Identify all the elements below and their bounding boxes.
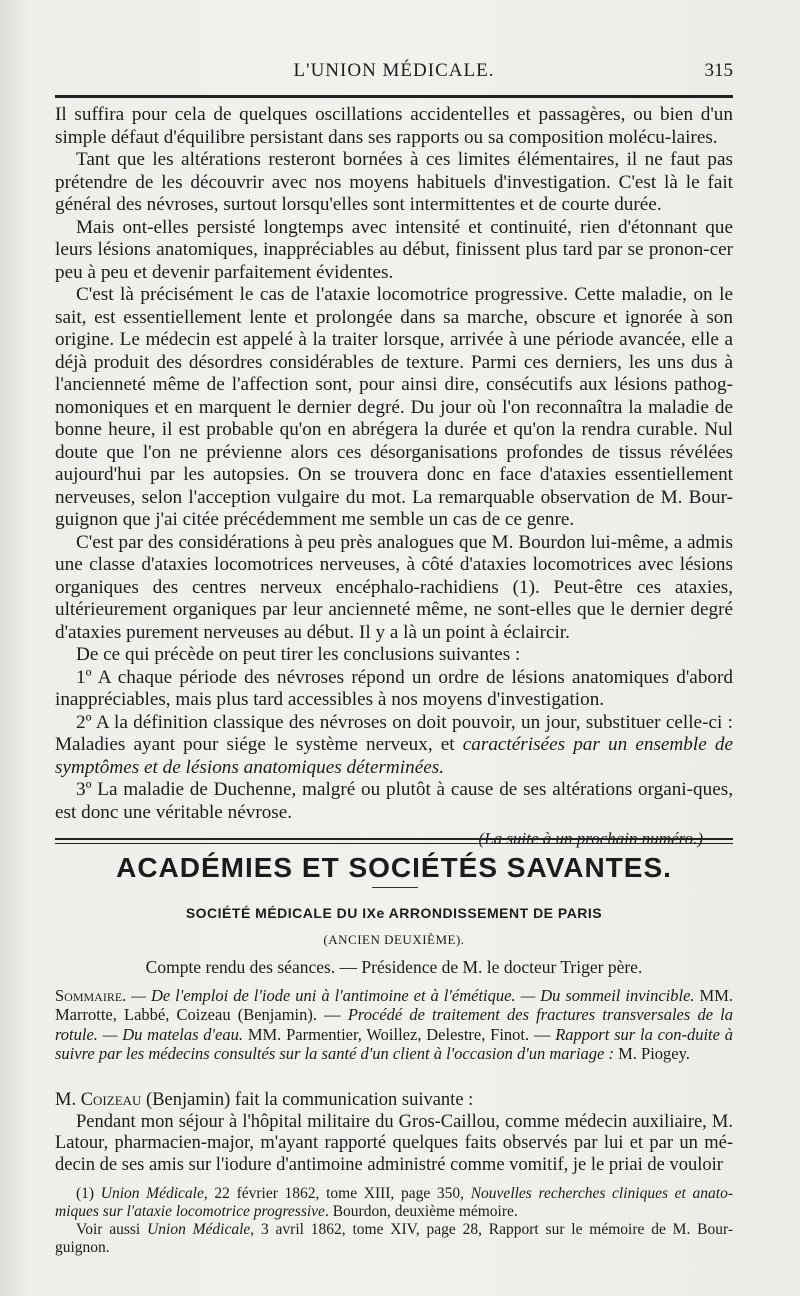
- section-title: ACADÉMIES ET SOCIÉTÉS SAVANTES.: [116, 852, 672, 883]
- session-heading: Compte rendu des séances. — Présidence de M. le docteur Triger père.: [145, 957, 643, 977]
- section-rule: [55, 838, 733, 844]
- footnote-1-end: . Bourdon, deuxième mémoire.: [324, 1203, 518, 1220]
- meeting-paragraph: Pendant mon séjour à l'hôpital militaire du Gros-Caillou, comme médecin auxiliaire, M. Latour, pharmacien-major, m'ayant rapporté quelques faits observés par lui et par un mé-decin de ses amis sur l'iodure d'antimoine administré comme vomitif, je le priai de vouloir: [55, 1111, 733, 1175]
- article-paragraph: Tant que les altérations resteront bornées à ces limites élémentaires, il ne faut pas prétendre de les découvrir avec nos moyens habituels d'investigation. C'est là le fait général des névroses, surtout lorsqu'elles sont intermittentes et de courte durée.: [55, 149, 733, 215]
- running-title: L'UNION MÉDICALE.: [293, 60, 495, 81]
- meeting-text: [55, 1090, 733, 1176]
- sommaire-topics-3: Rapport sur la con-duite à suivre par les médecins consultés sur la santé d'un client à l'occasion d'un mariage :: [55, 1024, 733, 1063]
- article-body: [55, 104, 733, 851]
- meeting-intro: [55, 1090, 733, 1112]
- article-paragraph: C'est là précisément le cas de l'ataxie locomotrice progressive. Cette maladie, on le sait, est essentiellement lente et prolongée dans sa marche, obscure et ignorée à son origine. Le médecin est appelé à la traiter lorsque, arrivée à une période avancée, elle a déjà produit des désordres considérables de texture. Parmi ces derniers, les uns dus à l'ancienneté même de l'affection sont, pour ainsi dire, consécutifs aux lésions pathog-nomoniques et en marquent le dernier degré. Du jour où l'on reconnaîtra la maladie de bonne heure, il est probable qu'on en abrégera la durée et qu'on la rendra curable. Nul doute que l'on ne prévienne alors ces désorganisations profondes de tissus révélées aujourd'hui par les autopsies. On se trouvera donc en face d'ataxies essentiellement nerveuses, selon l'acception vulgaire du mot. La remarquable observation de M. Bour-guignon que j'ai citée précédemment me semble un cas de ce genre.: [55, 284, 733, 530]
- conclusion-1: 1º A chaque période des névroses répond un ordre de lésions anatomiques d'abord inappréciables, mais plus tard accessibles à nos moyens d'investigation.: [55, 666, 733, 710]
- conclusion-2: [55, 712, 733, 780]
- conclusion-2-italic: caractérisées par un ensemble de symptômes et de lésions anatomiques déterminées.: [55, 734, 733, 778]
- short-rule: [372, 887, 418, 888]
- sommaire-topics-2: Procédé de traitement des fractures transversales de la rotule. — Du matelas d'eau.: [55, 1005, 734, 1044]
- footnote-2-start: Voir aussi: [76, 1221, 148, 1238]
- article-paragraph: C'est par des considérations à peu près analogues que M. Bourdon lui-même, a admis une classe d'ataxies locomotrices nerveuses, à côté d'ataxies locomotrices avec lésions organiques des centres nerveux encéphalo-rachidiens (1). Peut-être ces ataxies, ultérieurement organiques par leur ancienneté même, ne sont-elles que le dernier degré d'ataxies purement nerveuses au début. Il y a là un point à éclaircir.: [55, 531, 733, 643]
- sommaire: [55, 986, 733, 1063]
- footnotes: [55, 1185, 733, 1257]
- sommaire-speakers-3: M. Piogey.: [613, 1043, 690, 1063]
- continuation-note: (La suite à un prochain numéro.): [478, 829, 703, 848]
- sommaire-speakers-2: MM. Parmentier, Woillez, Delestre, Finot. —: [243, 1024, 556, 1044]
- intro-text: (Benjamin) fait la communication suivante :: [141, 1090, 474, 1110]
- conclusion-2-text: 2º A la définition classique des névroses on doit pouvoir, un jour, substituer celle-ci : Maladies ayant pour siége le système nerveux, et: [55, 711, 733, 755]
- footnote-1-journal: Union Médicale: [100, 1185, 204, 1202]
- speaker-name: M. Coizeau: [55, 1090, 142, 1110]
- arrondissement-note: (ANCIEN DEUXIÈME).: [323, 932, 465, 947]
- header-rule: [55, 95, 733, 98]
- sommaire-topics-1: — De l'emploi de l'iode uni à l'antimoine et à l'émétique. — Du sommeil invincible.: [126, 986, 695, 1005]
- page-number: 315: [704, 60, 733, 81]
- article-paragraph: Il suffira pour cela de quelques oscillations accidentelles et passagères, ou bien d'un simple défaut d'équilibre persistant dans ses rapports ou sa composition molécu-laires.: [55, 104, 733, 148]
- footnote-2: [55, 1221, 733, 1257]
- article-paragraph: De ce qui précède on peut tirer les conclusions suivantes :: [76, 644, 521, 665]
- sommaire-lead: Sommaire.: [55, 986, 127, 1005]
- footnote-1-marker: (1): [76, 1185, 101, 1202]
- footnote-2-end: , 3 avril 1862, tome XIV, page 28, Rapport sur le mémoire de M. Bour-guignon.: [55, 1221, 733, 1256]
- footnote-1: [55, 1185, 733, 1221]
- footnote-2-journal: Union Médicale: [147, 1221, 251, 1238]
- article-paragraph: Mais ont-elles persisté longtemps avec intensité et continuité, rien d'étonnant que leurs lésions anatomiques, inappréciables au début, finissent plus tard par se pronon-cer peu à peu et devenir parfaitement évidentes.: [55, 216, 733, 283]
- sommaire-speakers-1: MM. Marrotte, Labbé, Coizeau (Benjamin). —: [55, 986, 734, 1025]
- footnote-1-ref: , 22 février 1862, tome XIII, page 350,: [203, 1185, 471, 1202]
- page-header: [55, 60, 733, 88]
- footnote-1-title: Nouvelles recherches cliniques et anato-miques sur l'ataxie locomotrice progressive: [55, 1185, 733, 1220]
- conclusion-3: 3º La maladie de Duchenne, malgré ou plutôt à cause de ses altérations organi-ques, est donc une véritable névrose.: [55, 779, 733, 823]
- society-title: SOCIÉTÉ MÉDICALE DU IXe ARRONDISSEMENT DE PARIS: [185, 905, 603, 921]
